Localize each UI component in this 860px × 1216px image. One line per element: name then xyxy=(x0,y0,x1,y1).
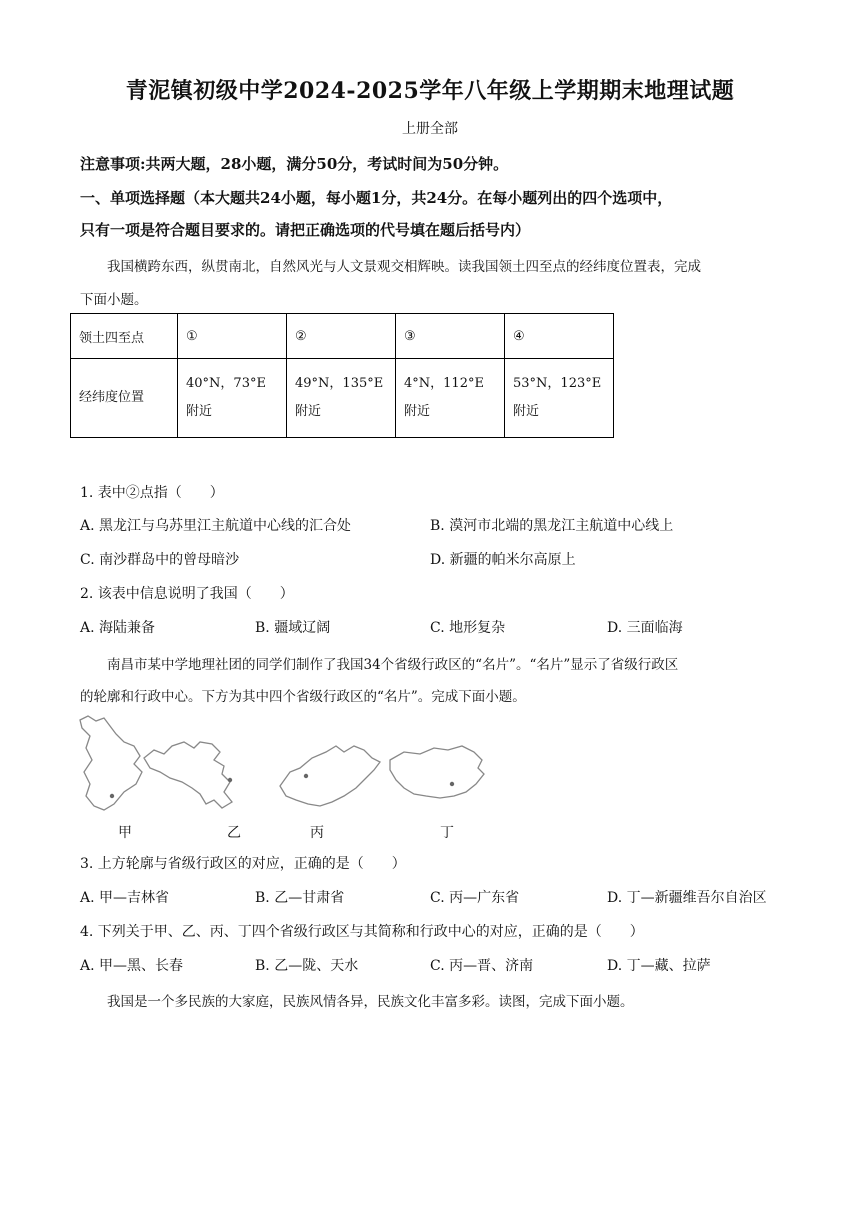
page-title: 青泥镇初级中学2024-2025学年八年级上学期期末地理试题 xyxy=(125,78,735,104)
q2-option-c[interactable]: C. 地形复杂 xyxy=(430,620,506,636)
table-cell: 49°N，135°E附近 xyxy=(287,359,396,438)
q3-option-c[interactable]: C. 丙—广东省 xyxy=(430,890,520,906)
q3-option-d[interactable]: D. 丁—新疆维吾尔自治区 xyxy=(607,890,767,906)
capital-dot xyxy=(110,794,114,798)
table-header-cell: 领土四至点 xyxy=(71,314,178,359)
shandong-outline xyxy=(280,746,380,806)
table-header-cell: ④ xyxy=(505,314,614,359)
q3-option-a[interactable]: A. 甲—吉林省 xyxy=(80,890,170,906)
passage2-line2: 的轮廓和行政中心。下方为其中四个省级行政区的“名片”。完成下面小题。 xyxy=(80,689,526,705)
table-row xyxy=(71,359,614,438)
map-label-ding: 丁 xyxy=(440,825,454,841)
xizang-outline xyxy=(390,746,484,798)
passage1-line1: 我国横跨东西，纵贯南北，自然风光与人文景观交相辉映。读我国领土四至点的经纬度位置表，完成 xyxy=(107,259,701,275)
gansu-outline xyxy=(144,742,232,808)
q1-option-a[interactable]: A. 黑龙江与乌苏里江主航道中心线的汇合处 xyxy=(80,518,352,534)
section-heading-line1: 一、单项选择题（本大题共24小题，每小题1分，共24分。在每小题列出的四个选项中， xyxy=(80,189,673,207)
q4-option-d[interactable]: D. 丁—藏、拉萨 xyxy=(607,958,711,974)
passage2-line1: 南昌市某中学地理社团的同学们制作了我国34个省级行政区的“名片”。“名片”显示了省级行政区 xyxy=(107,657,679,673)
table-header-cell: ③ xyxy=(396,314,505,359)
q4-stem: 4. 下列关于甲、乙、丙、丁四个省级行政区与其简称和行政中心的对应，正确的是（ ） xyxy=(80,924,644,940)
q4-option-c[interactable]: C. 丙—晋、济南 xyxy=(430,958,534,974)
table-header-row xyxy=(71,314,614,359)
q2-option-b[interactable]: B. 疆域辽阔 xyxy=(255,620,331,636)
q1-stem: 1. 表中②点指（ ） xyxy=(80,485,224,501)
q1-option-b[interactable]: B. 漠河市北端的黑龙江主航道中心线上 xyxy=(430,518,674,534)
capital-dot xyxy=(228,778,232,782)
table-cell: 40°N，73°E附近 xyxy=(178,359,287,438)
passage1-line2: 下面小题。 xyxy=(80,292,148,308)
province-outlines-figure xyxy=(74,712,514,820)
passage3-line1: 我国是一个多民族的大家庭，民族风情各异，民族文化丰富多彩。读图，完成下面小题。 xyxy=(107,994,634,1010)
q4-option-a[interactable]: A. 甲—黑、长春 xyxy=(80,958,184,974)
q2-stem: 2. 该表中信息说明了我国（ ） xyxy=(80,586,294,602)
q2-option-a[interactable]: A. 海陆兼备 xyxy=(80,620,156,636)
map-label-yi: 乙 xyxy=(227,825,241,841)
table-row-label: 经纬度位置 xyxy=(71,359,178,438)
exam-notice: 注意事项:共两大题，28小题，满分50分，考试时间为50分钟。 xyxy=(80,155,509,173)
q2-option-d[interactable]: D. 三面临海 xyxy=(607,620,683,636)
table-header-cell: ② xyxy=(287,314,396,359)
q3-option-b[interactable]: B. 乙—甘肃省 xyxy=(255,890,345,906)
q1-option-d[interactable]: D. 新疆的帕米尔高原上 xyxy=(430,552,576,568)
table-cell: 4°N，112°E附近 xyxy=(396,359,505,438)
capital-dot xyxy=(304,774,308,778)
page-subtitle: 上册全部 xyxy=(402,121,458,137)
section-heading-line2: 只有一项是符合题目要求的。请把正确选项的代号填在题后括号内） xyxy=(80,221,531,239)
map-label-bing: 丙 xyxy=(310,825,324,841)
map-label-jia: 甲 xyxy=(118,825,132,841)
q4-option-b[interactable]: B. 乙—陇、天水 xyxy=(255,958,359,974)
capital-dot xyxy=(450,782,454,786)
table-header-cell: ① xyxy=(178,314,287,359)
extreme-points-table xyxy=(70,313,614,438)
q3-stem: 3. 上方轮廓与省级行政区的对应，正确的是（ ） xyxy=(80,856,406,872)
q1-option-c[interactable]: C. 南沙群岛中的曾母暗沙 xyxy=(80,552,240,568)
table-cell: 53°N，123°E附近 xyxy=(505,359,614,438)
